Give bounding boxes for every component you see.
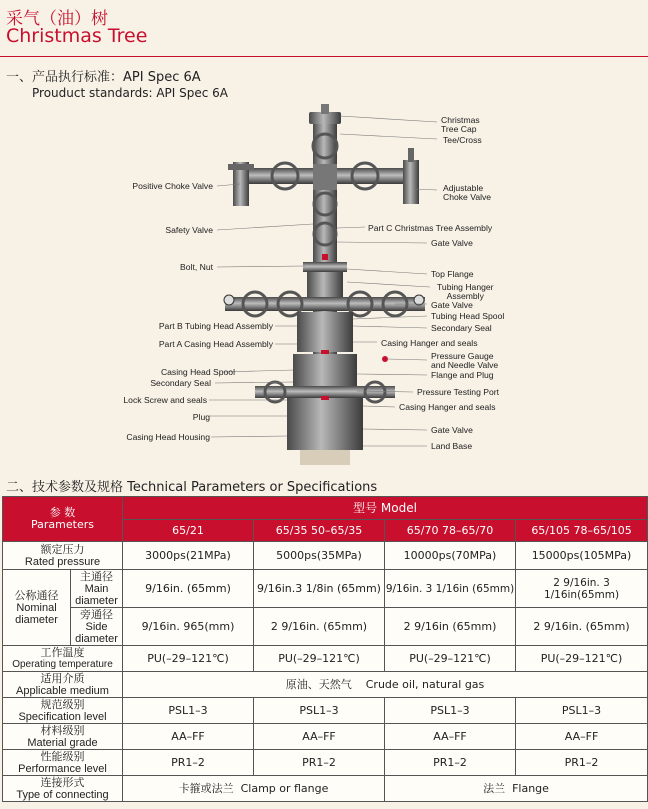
side-diameter-4: 2 9/16in. (65mm) — [516, 608, 648, 646]
section2-heading: 二、技术参数及规格 Technical Parameters or Specifications — [6, 480, 378, 495]
param-header — [3, 497, 123, 542]
spec-level-head — [3, 698, 123, 724]
side-diameter-1: 9/16in. 965(mm) — [123, 608, 254, 646]
medium-value: 原油、天然气 Crude oil, natural gas — [123, 672, 648, 698]
side-diameter-3: 2 9/16in (65mm) — [385, 608, 516, 646]
main-diameter-head — [71, 570, 123, 608]
param-header-en: Parameters — [31, 518, 94, 531]
performance-3: PR1–2 — [385, 750, 516, 776]
connecting-flange: 法兰 Flange — [385, 776, 648, 802]
label-tee-cross: Tee/Cross — [443, 135, 482, 145]
connecting-zh: 连接形式 — [40, 775, 85, 789]
temperature-zh: 工作温度 — [40, 645, 85, 659]
label-part-c: Part C Christmas Tree Assembly — [368, 223, 493, 233]
medium-head — [3, 672, 123, 698]
material-en: Material grade — [27, 736, 98, 749]
section1-subheading: Prouduct standards: API Spec 6A — [32, 86, 228, 100]
label-top-flange: Top Flange — [431, 269, 474, 279]
label-part-b: Part B Tubing Head Assembly — [158, 321, 273, 331]
spec-level-zh: 规范级别 — [40, 697, 85, 711]
christmas-tree-diagram — [125, 104, 525, 474]
label-plug: Plug — [192, 412, 210, 422]
model-col-2: 65/35 50–65/35 — [254, 520, 385, 542]
performance-head — [3, 750, 123, 776]
label-gate-valve-3: Gate Valve — [431, 425, 473, 435]
material-4: AA–FF — [516, 724, 648, 750]
connecting-en: Type of connecting — [16, 788, 109, 801]
label-pressure-gauge: Pressure Gauge and Needle Valve — [431, 351, 499, 370]
main-zh: 主通径 — [80, 569, 113, 583]
spec-level-en: Specification level — [18, 710, 107, 723]
temperature-3: PU(–29–121℃) — [385, 646, 516, 672]
param-header-zh: 参 数 — [49, 506, 76, 519]
temperature-head — [3, 646, 123, 672]
temperature-en: Operating temperature — [12, 658, 113, 670]
performance-1: PR1–2 — [123, 750, 254, 776]
label-christmas-tree-cap: Christmas Tree Cap — [441, 115, 480, 134]
medium-zh: 适用介质 — [40, 671, 85, 685]
temperature-4: PU(–29–121℃) — [516, 646, 648, 672]
side-en: Side diameter — [75, 620, 118, 645]
performance-2: PR1–2 — [254, 750, 385, 776]
label-part-a: Part A Casing Head Assembly — [158, 339, 273, 349]
material-2: AA–FF — [254, 724, 385, 750]
label-bolt-nut: Bolt, Nut — [180, 262, 213, 272]
rated-pressure-2: 5000ps(35MPa) — [254, 542, 385, 570]
temperature-2: PU(–29–121℃) — [254, 646, 385, 672]
material-head — [3, 724, 123, 750]
label-pressure-testing-port: Pressure Testing Port — [417, 387, 499, 397]
rated-pressure-zh: 额定压力 — [40, 542, 85, 556]
nominal-zh: 公称通径 — [14, 588, 59, 602]
spec-level-1: PSL1–3 — [123, 698, 254, 724]
performance-en: Performance level — [18, 762, 107, 775]
label-land-base: Land Base — [431, 441, 473, 451]
label-tubing-hanger-assembly: Tubing Hanger Assembly — [437, 282, 494, 301]
nominal-en: Nominal diameter — [15, 601, 58, 626]
spec-table — [2, 496, 648, 802]
medium-en: Applicable medium — [16, 684, 109, 697]
performance-4: PR1–2 — [516, 750, 648, 776]
main-diameter-4: 2 9/16in. 3 1/16in(65mm) — [516, 570, 648, 608]
title-divider — [0, 56, 648, 57]
label-flange-plug: Flange and Plug — [431, 370, 494, 380]
page-title-zh: 采气（油）树 — [6, 9, 108, 29]
label-casing-hanger-1: Casing Hanger and seals — [381, 338, 478, 348]
model-col-3: 65/70 78–65/70 — [385, 520, 516, 542]
model-col-4: 65/105 78–65/105 — [516, 520, 648, 542]
label-casing-head-spool: Casing Head Spool — [160, 367, 235, 377]
rated-pressure-4: 15000ps(105MPa) — [516, 542, 648, 570]
label-secondary-seal-1: Secondary Seal — [431, 323, 492, 333]
label-adjustable-choke-valve: Adjustable Choke Valve — [443, 183, 492, 202]
spec-level-2: PSL1–3 — [254, 698, 385, 724]
label-gate-valve-2: Gate Valve — [431, 300, 473, 310]
main-diameter-2: 9/16in.3 1/8in (65mm) — [254, 570, 385, 608]
label-gate-valve-1: Gate Valve — [431, 238, 473, 248]
label-safety-valve: Safety Valve — [165, 225, 213, 235]
material-1: AA–FF — [123, 724, 254, 750]
rated-pressure-en: Rated pressure — [24, 555, 101, 568]
performance-zh: 性能级别 — [40, 749, 85, 763]
rated-pressure-1: 3000ps(21MPa) — [123, 542, 254, 570]
label-casing-hanger-2: Casing Hanger and seals — [399, 402, 496, 412]
material-3: AA–FF — [385, 724, 516, 750]
label-secondary-seal-2: Secondary Seal — [150, 378, 211, 388]
label-casing-head-housing: Casing Head Housing — [126, 432, 210, 442]
label-positive-choke-valve: Positive Choke Valve — [132, 181, 213, 191]
main-diameter-1: 9/16in. (65mm) — [123, 570, 254, 608]
label-lock-screw: Lock Screw and seals — [123, 395, 207, 405]
side-zh: 旁通径 — [80, 607, 113, 621]
label-tubing-head-spool: Tubing Head Spool — [431, 311, 505, 321]
side-diameter-2: 2 9/16in. (65mm) — [254, 608, 385, 646]
model-col-1: 65/21 — [123, 520, 254, 542]
nominal-diameter-head — [3, 570, 71, 646]
connecting-head — [3, 776, 123, 802]
model-header: 型号 Model — [123, 497, 648, 520]
spec-level-4: PSL1–3 — [516, 698, 648, 724]
material-zh: 材料级别 — [40, 723, 85, 737]
spec-level-3: PSL1–3 — [385, 698, 516, 724]
temperature-1: PU(–29–121℃) — [123, 646, 254, 672]
main-en: Main diameter — [75, 582, 118, 607]
rated-pressure-3: 10000ps(70MPa) — [385, 542, 516, 570]
page-title-en: Christmas Tree — [6, 25, 148, 47]
main-diameter-3: 9/16in. 3 1/16in (65mm) — [385, 570, 516, 608]
row-rated-pressure-head — [3, 542, 123, 570]
side-diameter-head — [71, 608, 123, 646]
connecting-clamp: 卡箍或法兰 Clamp or flange — [123, 776, 385, 802]
section1-heading: 一、产品执行标准：API Spec 6A — [6, 70, 201, 85]
